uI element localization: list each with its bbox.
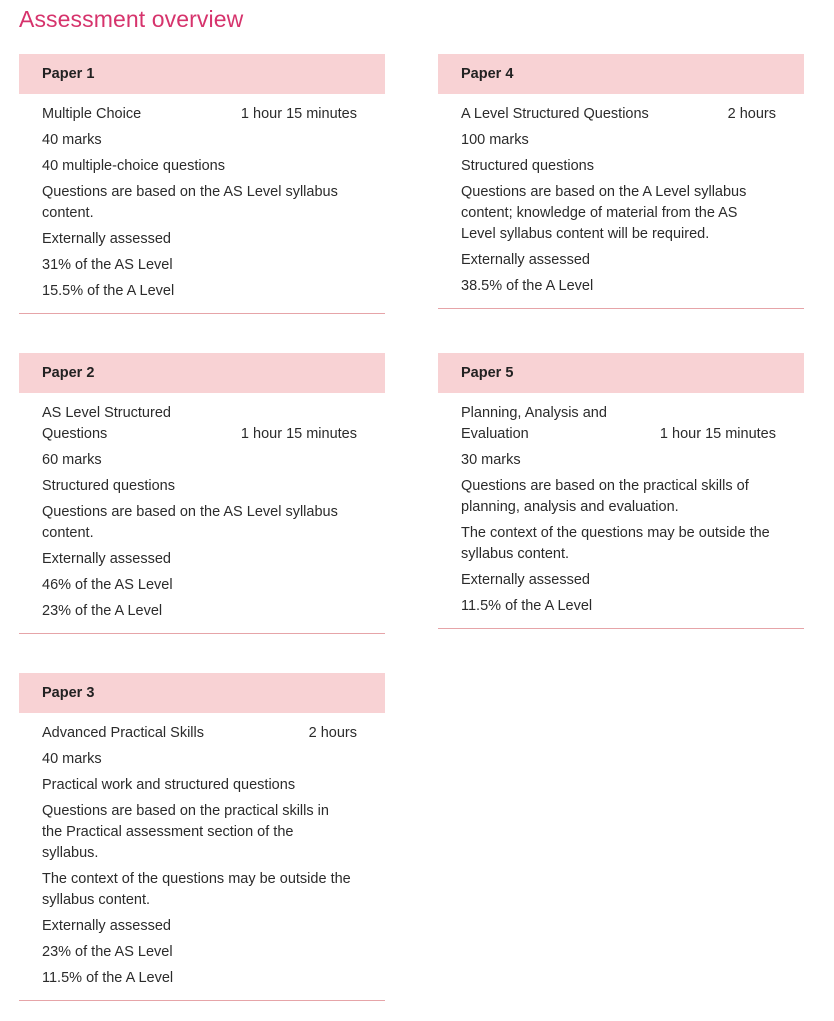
paper-2-line: Questions are based on the AS Level syllabus content. <box>42 504 338 541</box>
paper-4-duration: 2 hours <box>727 106 776 122</box>
paper-2-title-row <box>42 403 357 445</box>
paper-2-line: 60 marks <box>42 452 102 468</box>
paper-2-line: Structured questions <box>42 478 175 494</box>
paper-5-header: Paper 5 <box>438 353 804 393</box>
paper-4-line: Externally assessed <box>461 252 590 268</box>
paper-5-line: Questions are based on the practical skills of planning, analysis and evaluation. <box>461 478 749 515</box>
paper-3-line: The context of the questions may be outside the syllabus content. <box>42 871 351 908</box>
paper-1-card <box>19 54 385 314</box>
paper-2-duration: 1 hour 15 minutes <box>240 426 357 442</box>
paper-1-header: Paper 1 <box>19 54 385 94</box>
page-title: Assessment overview <box>19 6 244 32</box>
paper-5-duration: 1 hour 15 minutes <box>659 426 776 442</box>
paper-4-line: Questions are based on the A Level syllabus content; knowledge of material from the AS Level syllabus content will be required. <box>461 184 747 242</box>
paper-4-card <box>438 54 804 309</box>
paper-3-line: 11.5% of the A Level <box>42 970 174 986</box>
paper-1-title: Multiple Choice <box>42 106 142 122</box>
paper-5-body <box>438 393 804 617</box>
paper-5-line: Externally assessed <box>461 572 590 588</box>
paper-2-line: 46% of the AS Level <box>42 577 173 593</box>
paper-1-line: Externally assessed <box>42 231 171 247</box>
paper-3-line: 23% of the AS Level <box>42 944 173 960</box>
paper-2-body <box>19 393 385 622</box>
paper-3-body <box>19 713 385 989</box>
paper-1-line: 31% of the AS Level <box>42 257 173 273</box>
paper-3-header: Paper 3 <box>19 673 385 713</box>
paper-1-body <box>19 94 385 302</box>
paper-3-title: Advanced Practical Skills <box>42 725 204 741</box>
paper-5-line: 11.5% of the A Level <box>461 598 593 614</box>
paper-3-line: Practical work and structured questions <box>42 777 296 793</box>
paper-1-title-row <box>42 104 357 125</box>
paper-1-line: 40 multiple-choice questions <box>42 158 225 174</box>
paper-3-card <box>19 673 385 1001</box>
paper-3-line: Externally assessed <box>42 918 171 934</box>
paper-1-line: 15.5% of the A Level <box>42 283 175 299</box>
paper-2-line: 23% of the A Level <box>42 603 163 619</box>
paper-4-line: 100 marks <box>461 132 529 148</box>
paper-4-line: Structured questions <box>461 158 594 174</box>
paper-1-line: 40 marks <box>42 132 102 148</box>
paper-2-card <box>19 353 385 634</box>
paper-4-header: Paper 4 <box>438 54 804 94</box>
paper-2-line: Externally assessed <box>42 551 171 567</box>
paper-5-title-row <box>461 403 776 445</box>
paper-5-title: Planning, Analysis and Evaluation <box>461 405 607 442</box>
paper-1-line: Questions are based on the AS Level syllabus content. <box>42 184 338 221</box>
paper-4-line: 38.5% of the A Level <box>461 278 594 294</box>
paper-4-title: A Level Structured Questions <box>461 106 649 122</box>
paper-3-duration: 2 hours <box>308 725 357 741</box>
paper-5-line: The context of the questions may be outside the syllabus content. <box>461 525 770 562</box>
paper-5-line: 30 marks <box>461 452 521 468</box>
paper-3-line: 40 marks <box>42 751 102 767</box>
paper-5-card <box>438 353 804 629</box>
paper-2-title: AS Level Structured Questions <box>42 405 171 442</box>
paper-3-title-row <box>42 723 357 744</box>
paper-4-title-row <box>461 104 776 125</box>
paper-3-line: Questions are based on the practical skills in the Practical assessment section of the syllabus. <box>42 803 329 861</box>
paper-1-duration: 1 hour 15 minutes <box>240 106 357 122</box>
paper-4-body <box>438 94 804 297</box>
paper-2-header: Paper 2 <box>19 353 385 393</box>
